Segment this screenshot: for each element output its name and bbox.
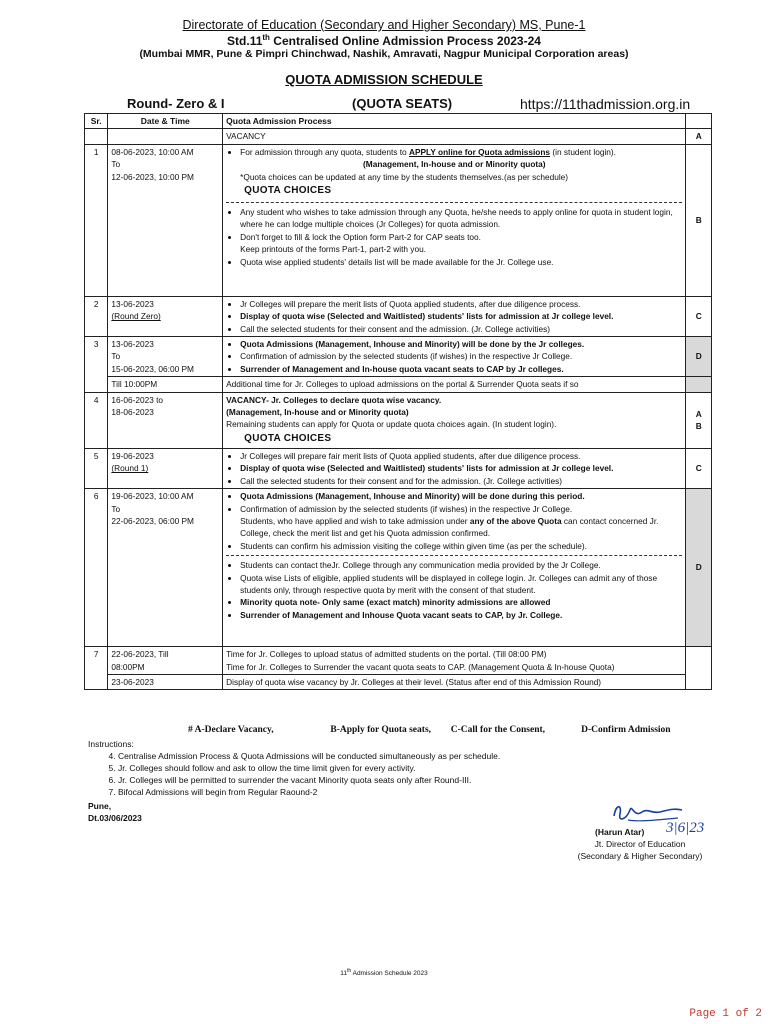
process-heading-pre: Std.11 [227,34,263,48]
code-b [686,144,712,296]
text: Keep printouts of the forms Part-1, part-2 with you. [240,244,426,255]
row-date: Till 10:00PM [108,377,223,392]
date-line: To [111,159,121,170]
code-label: D [695,562,702,573]
code-label: C [695,463,702,474]
bullet-list [226,146,682,158]
row-date [108,144,223,296]
bullet-list [226,298,682,335]
row-sr: 4 [85,392,108,448]
code-label: B [695,421,702,432]
list-item: • Call the selected students for their consent and the admission. (Jr. College activities) [240,323,682,335]
vacancy-row [85,129,712,144]
issue-date: Dt.03/06/2023 [88,813,142,823]
apply-online-text: APPLY online for Quota admissions [408,146,551,157]
row-process [223,448,686,488]
row-process: Display of quota wise vacancy by Jr. Colleges at their level. (Status after end of this Admission Round) [223,674,686,689]
list-item [240,146,682,158]
code-label: B [695,215,702,226]
quota-types-line: (Management, In-house and or Minority quota) [363,159,546,170]
place: Pune, [88,801,112,811]
instructions [88,738,500,798]
process-heading [0,33,768,48]
row-process [223,647,686,675]
signatory-block [555,826,725,862]
list-item: • Surrender of Management and In-house quota vacant seats to CAP by Jr colleges. [240,363,682,375]
date-line: To [111,503,121,514]
col-sr: Sr. [85,114,108,129]
quota-types-line: (Management, In-house and or Minority quota) [226,407,409,418]
list-item: • Display of quota wise (Selected and Waitlisted) students' lists for admission at Jr college level. [240,462,682,474]
table-row [85,296,712,336]
row-process [223,296,686,336]
list-item: • Confirmation of admission by the selected students (if wishes) in the respective Jr College. [240,350,682,362]
table-row [85,337,712,377]
list-item: • Display of quota wise (Selected and Waitlisted) students' lists for admission at Jr college level. [240,310,682,322]
list-item: • Quota wise Lists of eligible, applied students will be displayed in college login. Jr. Colleges can admit any of those students only, through respective quota by merit with the consent of that student. [240,572,682,597]
date-line: 19-06-2023, 10:00 AM [111,491,194,502]
legend-b: B-Apply for Quota seats, [330,725,432,735]
row-date [108,489,223,647]
code-label: C [695,311,702,322]
date-line: 16-06-2023 to [111,394,164,405]
list-item: 7. Bifocal Admissions will begin from Regular Raound-2 [118,786,500,798]
process-heading-post: Centralised Online Admission Process 2023-24 [269,34,541,48]
code-label: D [695,351,702,362]
list-item: • Quota wise applied students' details list will be made available for the Jr. College use. [240,256,682,268]
footer-post: Admission Schedule 2023 [351,970,428,978]
code-a: A [686,129,712,144]
footer-sup: th [346,968,352,974]
row-date: 23-06-2023 [108,674,223,689]
row-date [108,647,223,675]
date-line: 08:00PM [111,661,145,672]
list-item: • Surrender of Management and Inhouse Quota vacant seats to CAP, by Jr. College. [240,609,682,621]
text: can contact concerned Jr. College, check the merit list and get his Quota admission confirmed. [240,515,659,539]
vacancy-text: VACANCY [223,129,686,144]
list-item: • Quota Admissions (Management, Inhouse and Minority) will be done by the Jr colleges. [240,338,682,350]
dashed-divider [226,202,682,203]
date-line: 22-06-2023, Till [111,649,169,660]
legend [188,725,671,735]
legend-a: # A-Declare Vacancy, [188,725,274,735]
table-row [85,144,712,296]
code-d [686,337,712,377]
text: Don't forget to fill & lock the Option form Part-2 for CAP seats too. [240,231,481,242]
code-cell [686,377,712,392]
table-row [85,448,712,488]
row-sr: 3 [85,337,108,393]
legend-c: C-Call for the Consent, [450,725,546,735]
list-item [240,503,682,540]
text: For admission through any quota, students to [240,146,409,157]
remaining-students-line: Remaining students can apply for Quota or update quota choices again. (In student login). [226,419,557,430]
quota-choices-heading: QUOTA CHOICES [244,432,332,444]
row-date [108,337,223,377]
signature-date: 3|6|23 [666,820,705,836]
signatory-title: Jt. Director of Education [594,839,686,849]
col-code [686,114,712,129]
row-process [223,337,686,377]
list-item [240,231,682,256]
row-date [108,392,223,448]
code-c [686,296,712,336]
process-heading-sup: th [262,33,270,42]
text: Confirmation of admission by the selected students (if wishes) in the respective Jr College. [240,503,573,514]
table-row [85,392,712,448]
text: (in student login). [550,146,616,157]
list-item: • Quota Admissions (Management, Inhouse and Minority) will be done during this period. [240,490,682,502]
text: Students, who have applied and wish to take admission under [240,515,470,526]
table-row [85,674,712,689]
text: any of the above Quota [469,515,562,526]
row-process [223,144,686,296]
list-item: 5. Jr. Colleges should follow and ask to ollow the time limit given for every activity. [118,762,500,774]
schedule-table [84,113,712,690]
date-line: 13-06-2023 [111,298,154,309]
signatory-name: (Harun Atar) [595,827,645,837]
list-item: • Students can contact theJr. College through any communication media provided by the Jr College. [240,559,682,571]
col-process: Quota Admission Process [223,114,686,129]
row-sr: 6 [85,489,108,647]
table-row [85,377,712,392]
date-line: 18-06-2023 [111,407,154,418]
date-line: To [111,351,121,362]
row-process [223,489,686,647]
date-line: 12-06-2023, 10:00 PM [111,171,194,182]
code-ab [686,392,712,448]
quota-seats-label: (QUOTA SEATS) [352,96,453,111]
list-item: • Minority quota note- Only same (exact match) minority admissions are allowed [240,596,682,608]
date-line: 15-06-2023, 06:00 PM [111,363,194,374]
surrender-line: Time for Jr. Colleges to Surrender the vacant quota seats to CAP. (Management Quota & In-house Quota) [226,661,615,672]
note-line: *Quota choices can be updated at any time by the students themselves.(as per schedule) [240,171,569,182]
legend-d: D-Confirm Admission [581,725,671,735]
footer-pre: 11 [340,970,347,978]
schedule-title: QUOTA ADMISSION SCHEDULE [285,72,483,87]
row-sr: 2 [85,296,108,336]
row-date [108,296,223,336]
bullet-list [226,206,682,268]
list-item: • Jr Colleges will prepare the merit lists of Quota applied students, after due diligence process. [240,298,682,310]
row-process [223,392,686,448]
round-one-label: (Round 1) [111,463,149,474]
table-row [85,489,712,647]
date-line: 22-06-2023, 06:00 PM [111,515,194,526]
vacancy-line: VACANCY- Jr. Colleges to declare quota wise vacancy. [226,394,442,405]
table-row [85,647,712,675]
bullet-list [226,450,682,487]
list-item: 6. Jr. Colleges will be permitted to surrender the vacant Minority quota seats only after Round-III. [118,774,500,786]
date-line: 19-06-2023 [111,450,154,461]
quota-choices-heading: QUOTA CHOICES [244,185,332,197]
list-item: • Call the selected students for their consent and for the admission. (Jr. College activities) [240,475,682,487]
bullet-list [226,338,682,375]
date-line: 08-06-2023, 10:00 AM [111,146,194,157]
code-d [686,489,712,647]
code-c [686,448,712,488]
place-date [88,800,142,824]
signatory-department: (Secondary & Higher Secondary) [577,851,703,861]
code-label: A [695,408,702,419]
list-item: • Jr Colleges will prepare fair merit lists of Quota applied students, after due diligence process. [240,450,682,462]
footer [0,968,768,977]
code-cell [686,647,712,690]
list-item: • Any student who wishes to take admission through any Quota, he/she needs to apply online for quota in student login, where he can lodge multiple choices (Jr Colleges) for quota admission. [240,206,682,231]
row-sr: 7 [85,647,108,690]
dashed-divider [226,555,682,556]
date-line: 13-06-2023 [111,339,154,350]
col-date: Date & Time [108,114,223,129]
bullet-list [226,559,682,621]
directorate-heading: Directorate of Education (Secondary and Higher Secondary) MS, Pune-1 [182,18,586,32]
website-url: https://11thadmission.org.in [520,96,691,112]
page-indicator: Page 1 of 2 [689,1008,762,1020]
upload-status-line: Time for Jr. Colleges to upload status of admitted students on the portal. (Till 08:00 PM) [226,649,547,660]
round-label: Round- Zero & I [127,96,225,111]
round-zero-label: (Round Zero) [111,311,161,322]
instructions-heading: Instructions: [88,739,134,749]
list-item: 4. Centralise Admission Process & Quota Admissions will be conducted simultaneously as per schedule. [118,750,500,762]
instructions-list [88,750,500,798]
row-sr: 5 [85,448,108,488]
row-sr: 1 [85,144,108,296]
bullet-list [226,490,682,552]
table-header-row [85,114,712,129]
areas-heading: (Mumbai MMR, Pune & Pimpri Chinchwad, Nashik, Amravati, Nagpur Municipal Corporation areas) [139,48,629,60]
row-process: Additional time for Jr. Colleges to upload admissions on the portal & Surrender Quota seats if so [223,377,686,392]
list-item: • Students can confirm his admission visiting the college within given time (as per the schedule). [240,540,682,552]
row-date [108,448,223,488]
